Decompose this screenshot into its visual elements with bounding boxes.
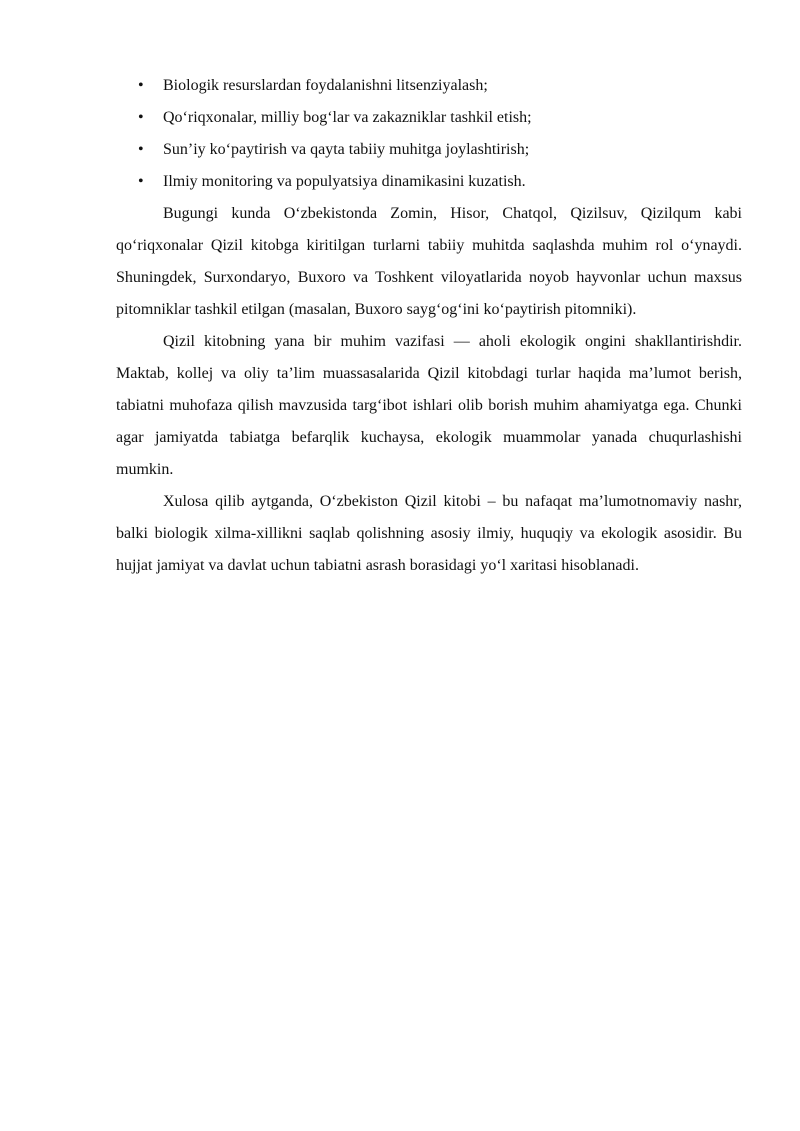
paragraph-protected-areas: Bugungi kunda O‘zbekistonda Zomin, Hisor, Chatqol, Qizilsuv, Qizilqum kabi qo‘riqxonalar Qizil kitobga kiritilgan turlarni tabiiy muhitda saqlashda muhim rol o‘ynaydi. Shuningdek, Surxondaryo, Buxoro va Toshkent viloyatlarida noyob hayvonlar uchun maxsus pitomniklar tashkil etilgan (masalan, Buxoro sayg‘og‘ini ko‘paytirish pitomniki). — [116, 205, 742, 318]
list-item — [116, 166, 742, 198]
list-item — [116, 70, 742, 102]
list-item — [116, 134, 742, 166]
list-item — [116, 102, 742, 134]
list-item-text: Biologik resurslardan foydalanishni litsenziyalash; — [163, 77, 488, 94]
list-item-text: Sun’iy ko‘paytirish va qayta tabiiy muhitga joylashtirish; — [163, 141, 530, 158]
paragraph-conclusion: Xulosa qilib aytganda, O‘zbekiston Qizil kitobi – bu nafaqat ma’lumotnomaviy nashr, balki biologik xilma-xillikni saqlab qolishning asosiy ilmiy, huquqiy va ekologik asosidir. Bu hujjat jamiyat va davlat uchun tabiatni asrash borasidagi yo‘l xaritasi hisoblanadi. — [116, 493, 742, 574]
document-page — [116, 70, 742, 582]
bullet-marker: • — [138, 77, 144, 94]
paragraph-ecological-awareness: Qizil kitobning yana bir muhim vazifasi — aholi ekologik ongini shakllantirishdir. Maktab, kollej va oliy ta’lim muassasalarida Qizil kitobdagi turlar haqida ma’lumot berish, tabiatni muhofaza qilish mavzusida targ‘ibot ishlari olib borish muhim ahamiyatga ega. Chunki agar jamiyatda tabiatga befarqlik kuchaysa, ekologik muammolar yanada chuqurlashishi mumkin. — [116, 333, 742, 478]
list-item-text: Ilmiy monitoring va populyatsiya dinamikasini kuzatish. — [163, 173, 526, 190]
bullet-list — [116, 70, 742, 198]
bullet-marker: • — [138, 141, 144, 158]
bullet-marker: • — [138, 173, 144, 190]
list-item-text: Qo‘riqxonalar, milliy bog‘lar va zakazniklar tashkil etish; — [163, 109, 532, 126]
bullet-marker: • — [138, 109, 144, 126]
